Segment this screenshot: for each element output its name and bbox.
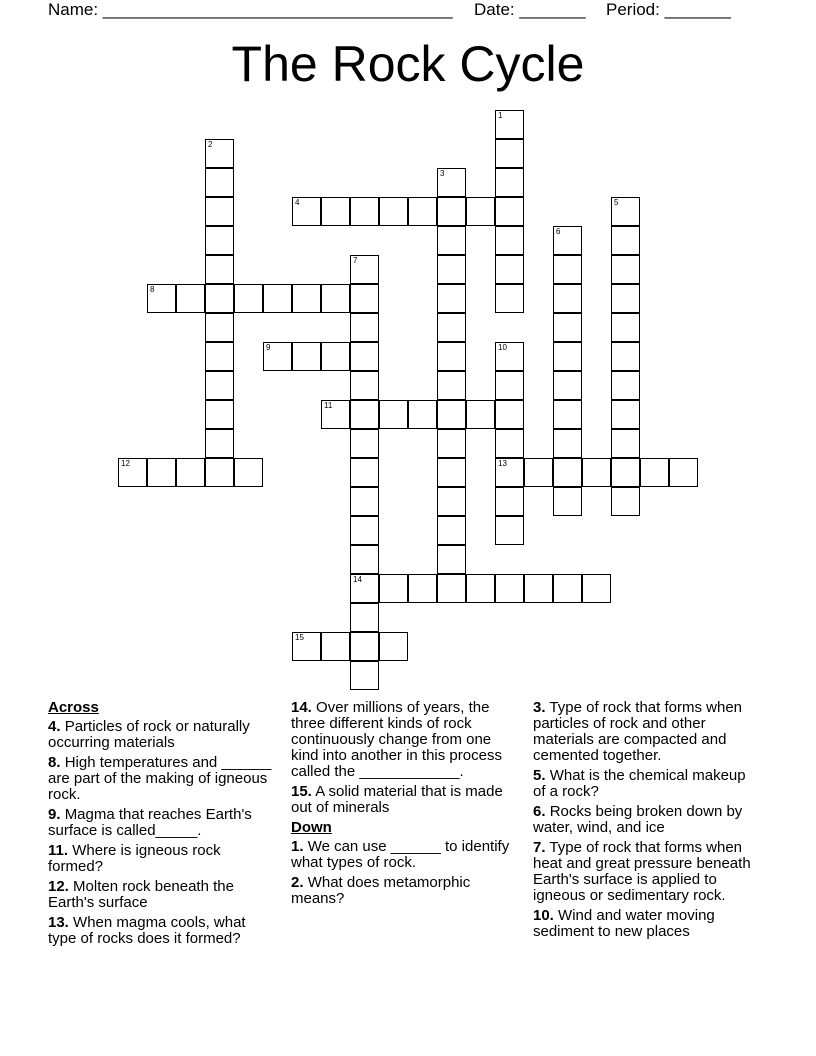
across-clue-9: 9. Magma that reaches Earth's surface is called_____. <box>48 806 252 839</box>
grid-cell[interactable] <box>118 458 147 487</box>
grid-cell[interactable] <box>350 429 379 458</box>
grid-cell[interactable] <box>611 342 640 371</box>
down-clue-10: 10. Wind and water moving sediment to new places <box>533 907 715 940</box>
clue-number: 3 <box>440 169 445 178</box>
grid-cell[interactable] <box>263 284 292 313</box>
grid-cell[interactable] <box>350 574 379 603</box>
grid-cell[interactable] <box>321 632 350 661</box>
date-field-label[interactable]: Date: _______ <box>474 0 586 19</box>
grid-cell[interactable] <box>147 458 176 487</box>
clue-number: 8 <box>150 285 155 294</box>
grid-cell[interactable] <box>437 458 466 487</box>
across-clue-15: 15. A solid material that is made out of minerals <box>291 783 503 816</box>
grid-cell[interactable] <box>205 168 234 197</box>
clue-number: 9 <box>266 343 271 352</box>
clue-column-1 <box>48 700 273 951</box>
grid-cell[interactable] <box>350 487 379 516</box>
grid-cell[interactable] <box>495 516 524 545</box>
grid-cell[interactable] <box>582 574 611 603</box>
grid-cell[interactable] <box>611 400 640 429</box>
grid-cell[interactable] <box>611 197 640 226</box>
across-clue-8: 8. High temperatures and ______ are part of the making of igneous rock. <box>48 754 272 803</box>
grid-cell[interactable] <box>205 284 234 313</box>
down-clue-3: 3. Type of rock that forms when particles of rock and other materials are compacted and cemented together. <box>533 699 743 764</box>
grid-cell[interactable] <box>582 458 611 487</box>
grid-cell[interactable] <box>437 371 466 400</box>
clue-number: 13 <box>498 459 507 468</box>
grid-cell[interactable] <box>553 342 582 371</box>
grid-cell[interactable] <box>350 313 379 342</box>
grid-cell[interactable] <box>350 603 379 632</box>
grid-cell[interactable] <box>495 226 524 255</box>
across-clue-14: 14. Over millions of years, the three different kinds of rock continuously change from one kind into another in this process called the ____________. <box>291 699 502 780</box>
grid-cell[interactable] <box>495 400 524 429</box>
grid-cell[interactable] <box>611 429 640 458</box>
grid-cell[interactable] <box>466 400 495 429</box>
grid-cell[interactable] <box>147 284 176 313</box>
grid-cell[interactable] <box>553 284 582 313</box>
clue-number: 11 <box>324 401 333 410</box>
grid-cell[interactable] <box>437 487 466 516</box>
grid-cell[interactable] <box>350 516 379 545</box>
grid-cell[interactable] <box>553 226 582 255</box>
clue-number: 7 <box>353 256 358 265</box>
grid-cell[interactable] <box>611 371 640 400</box>
grid-cell[interactable] <box>205 313 234 342</box>
grid-cell[interactable] <box>437 168 466 197</box>
grid-cell[interactable] <box>350 632 379 661</box>
grid-cell[interactable] <box>437 400 466 429</box>
down-heading: Down <box>291 819 332 836</box>
grid-cell[interactable] <box>524 458 553 487</box>
grid-cell[interactable] <box>321 197 350 226</box>
grid-cell[interactable] <box>553 458 582 487</box>
grid-cell[interactable] <box>350 255 379 284</box>
grid-cell[interactable] <box>495 284 524 313</box>
page-title: The Rock Cycle <box>231 36 585 92</box>
grid-cell[interactable] <box>553 313 582 342</box>
grid-cell[interactable] <box>437 284 466 313</box>
clue-number: 15 <box>295 633 304 642</box>
grid-cell[interactable] <box>350 458 379 487</box>
grid-cell[interactable] <box>205 342 234 371</box>
grid-cell[interactable] <box>408 197 437 226</box>
grid-cell[interactable] <box>437 226 466 255</box>
grid-cell[interactable] <box>292 342 321 371</box>
grid-cell[interactable] <box>379 632 408 661</box>
across-clue-13: 13. When magma cools, what type of rocks does it formed? <box>48 914 246 947</box>
clue-number: 5 <box>614 198 619 207</box>
across-clue-4: 4. Particles of rock or naturally occurring materials <box>48 718 250 751</box>
grid-cell[interactable] <box>495 458 524 487</box>
grid-cell[interactable] <box>611 487 640 516</box>
down-clue-7: 7. Type of rock that forms when heat and great pressure beneath Earth's surface is applied to igneous or sedimentary rock. <box>533 839 751 904</box>
grid-cell[interactable] <box>611 255 640 284</box>
grid-cell[interactable] <box>553 574 582 603</box>
grid-cell[interactable] <box>495 487 524 516</box>
grid-cell[interactable] <box>350 661 379 690</box>
down-clue-2: 2. What does metamorphic means? <box>291 874 471 907</box>
grid-cell[interactable] <box>437 429 466 458</box>
grid-cell[interactable] <box>437 516 466 545</box>
clue-column-3 <box>533 700 758 944</box>
grid-cell[interactable] <box>495 110 524 139</box>
grid-cell[interactable] <box>176 458 205 487</box>
grid-cell[interactable] <box>234 284 263 313</box>
grid-cell[interactable] <box>350 197 379 226</box>
grid-cell[interactable] <box>495 255 524 284</box>
clue-number: 2 <box>208 140 213 149</box>
down-clue-6: 6. Rocks being broken down by water, wind, and ice <box>533 803 743 836</box>
grid-cell[interactable] <box>495 342 524 371</box>
grid-cell[interactable] <box>553 400 582 429</box>
clue-number: 6 <box>556 227 561 236</box>
clue-number: 10 <box>498 343 507 352</box>
clue-column-2 <box>291 700 516 911</box>
grid-cell[interactable] <box>669 458 698 487</box>
grid-cell[interactable] <box>292 197 321 226</box>
grid-cell[interactable] <box>379 400 408 429</box>
grid-cell[interactable] <box>437 197 466 226</box>
grid-cell[interactable] <box>611 458 640 487</box>
grid-cell[interactable] <box>292 632 321 661</box>
grid-cell[interactable] <box>205 371 234 400</box>
grid-cell[interactable] <box>553 255 582 284</box>
grid-cell[interactable] <box>350 400 379 429</box>
grid-cell[interactable] <box>205 197 234 226</box>
down-clue-1: 1. We can use ______ to identify what types of rock. <box>291 838 510 871</box>
name-field-label[interactable]: Name: _____________________________________ <box>48 0 453 19</box>
grid-cell[interactable] <box>205 458 234 487</box>
grid-cell[interactable] <box>205 255 234 284</box>
grid-cell[interactable] <box>437 255 466 284</box>
clue-number: 4 <box>295 198 300 207</box>
grid-cell[interactable] <box>408 400 437 429</box>
clue-number: 12 <box>121 459 130 468</box>
grid-cell[interactable] <box>350 545 379 574</box>
grid-cell[interactable] <box>495 371 524 400</box>
across-heading: Across <box>48 699 99 716</box>
grid-cell[interactable] <box>466 197 495 226</box>
grid-cell[interactable] <box>321 400 350 429</box>
period-field-label[interactable]: Period: _______ <box>606 0 731 19</box>
grid-cell[interactable] <box>495 574 524 603</box>
grid-cell[interactable] <box>379 574 408 603</box>
grid-cell[interactable] <box>437 574 466 603</box>
grid-cell[interactable] <box>205 429 234 458</box>
grid-cell[interactable] <box>263 342 292 371</box>
grid-cell[interactable] <box>437 313 466 342</box>
across-clue-11: 11. Where is igneous rock formed? <box>48 842 221 875</box>
grid-cell[interactable] <box>437 342 466 371</box>
grid-cell[interactable] <box>495 139 524 168</box>
grid-cell[interactable] <box>205 400 234 429</box>
grid-cell[interactable] <box>553 429 582 458</box>
clue-number: 14 <box>353 575 362 584</box>
grid-cell[interactable] <box>321 342 350 371</box>
grid-cell[interactable] <box>205 139 234 168</box>
grid-cell[interactable] <box>350 284 379 313</box>
grid-cell[interactable] <box>350 342 379 371</box>
grid-cell[interactable] <box>553 487 582 516</box>
grid-cell[interactable] <box>466 574 495 603</box>
grid-cell[interactable] <box>640 458 669 487</box>
down-clue-5: 5. What is the chemical makeup of a rock? <box>533 767 746 800</box>
grid-cell[interactable] <box>524 574 553 603</box>
grid-cell[interactable] <box>234 458 263 487</box>
grid-cell[interactable] <box>495 197 524 226</box>
grid-cell[interactable] <box>350 371 379 400</box>
grid-cell[interactable] <box>495 429 524 458</box>
grid-cell[interactable] <box>437 545 466 574</box>
grid-cell[interactable] <box>176 284 205 313</box>
grid-cell[interactable] <box>553 371 582 400</box>
grid-cell[interactable] <box>611 313 640 342</box>
grid-cell[interactable] <box>205 226 234 255</box>
grid-cell[interactable] <box>408 574 437 603</box>
grid-cell[interactable] <box>321 284 350 313</box>
grid-cell[interactable] <box>292 284 321 313</box>
grid-cell[interactable] <box>611 226 640 255</box>
across-clue-12: 12. Molten rock beneath the Earth's surface <box>48 878 234 911</box>
grid-cell[interactable] <box>379 197 408 226</box>
clue-number: 1 <box>498 111 503 120</box>
grid-cell[interactable] <box>611 284 640 313</box>
grid-cell[interactable] <box>495 168 524 197</box>
